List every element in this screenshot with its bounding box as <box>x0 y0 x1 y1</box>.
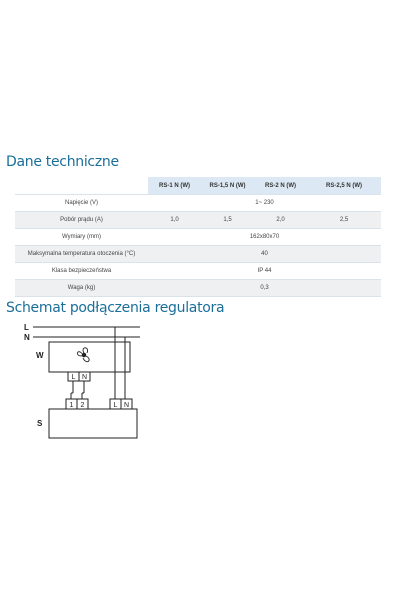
table-row <box>15 212 381 229</box>
table-row <box>15 280 381 297</box>
column-header: RS-1 N (W) <box>148 177 201 195</box>
table-header-row <box>15 177 381 195</box>
row-value: 0,3 <box>148 280 381 297</box>
fan-box <box>49 342 130 372</box>
line-n-label: N <box>24 333 30 342</box>
table-row <box>15 229 381 246</box>
table-row <box>15 195 381 212</box>
row-label: Pobór prądu (A) <box>15 212 148 229</box>
technical-data-title: Dane techniczne <box>6 154 119 170</box>
row-value: 40 <box>148 246 381 263</box>
row-label: Klasa bezpieczeństwa <box>15 263 148 280</box>
regulator-terminal-l-label: L <box>113 402 118 409</box>
table-row <box>15 246 381 263</box>
row-value: 1,0 <box>148 212 201 229</box>
row-value: 1,5 <box>201 212 254 229</box>
row-label: Waga (kg) <box>15 280 148 297</box>
row-value: 162x80x70 <box>148 229 381 246</box>
wiring-diagram-title: Schemat podłączenia regulatora <box>6 300 225 316</box>
column-header: RS-1,5 N (W) <box>201 177 254 195</box>
regulator-terminal-n-label: N <box>123 402 130 409</box>
regulator-box <box>49 409 137 438</box>
row-label: Napięcie (V) <box>15 195 148 212</box>
regulator-terminal-2-label: 2 <box>80 402 85 409</box>
wiring-diagram <box>22 317 152 442</box>
fan-label: W <box>36 351 44 360</box>
line-l-label: L <box>24 323 29 332</box>
row-value: IP 44 <box>148 263 381 280</box>
regulator-terminal-1-label: 1 <box>69 402 74 409</box>
fan-icon <box>78 348 90 362</box>
row-value: 2,5 <box>307 212 381 229</box>
row-value: 2,0 <box>254 212 307 229</box>
regulator-label: S <box>37 419 43 428</box>
row-label: Maksymalna temperatura otoczenia (°C) <box>15 246 148 263</box>
technical-data-table <box>15 177 381 297</box>
column-header: RS-2,5 N (W) <box>307 177 381 195</box>
table-header-empty <box>15 177 148 195</box>
table-row <box>15 263 381 280</box>
fan-terminal-l-label: L <box>71 374 76 381</box>
row-value: 1~ 230 <box>148 195 381 212</box>
column-header: RS-2 N (W) <box>254 177 307 195</box>
row-label: Wymiary (mm) <box>15 229 148 246</box>
fan-terminal-n-label: N <box>81 374 88 381</box>
